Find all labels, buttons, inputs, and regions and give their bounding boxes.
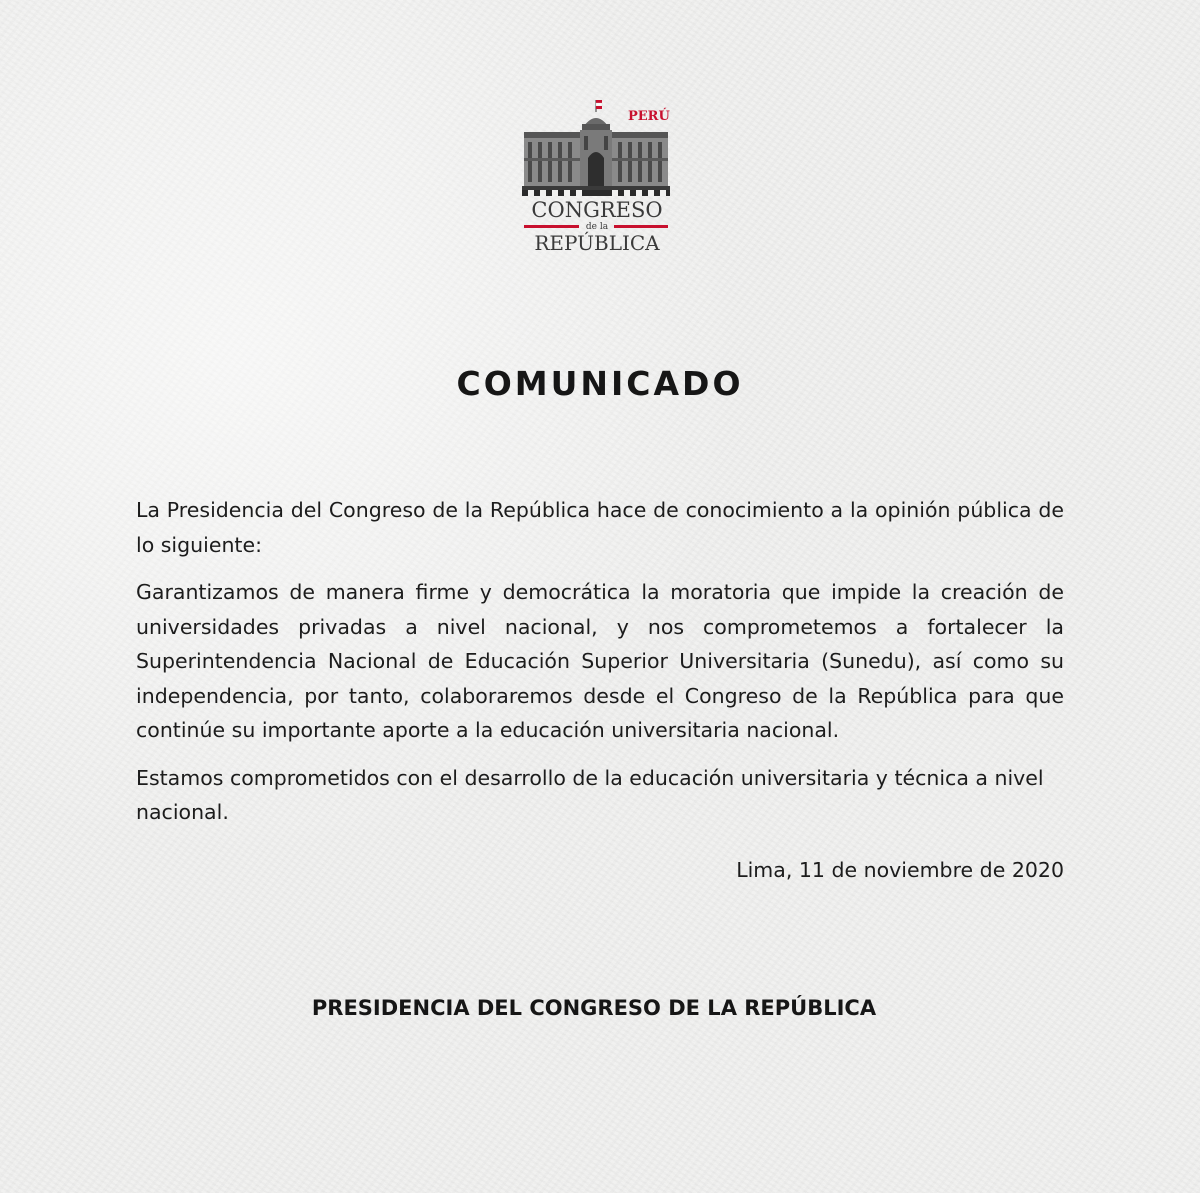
paragraph-closing: Estamos comprometidos con el desarrollo de la educación universitaria y técnica a nivel nacional.: [136, 765, 1044, 824]
paragraph-intro: La Presidencia del Congreso de la República hace de conocimiento a la opinión pública de lo siguiente:: [136, 498, 1064, 557]
logo-line2: de la: [585, 222, 609, 232]
congress-building-icon: [518, 96, 682, 258]
paragraph-commitment: Garantizamos de manera firme y democrática la moratoria que impide la creación de universidades privadas a nivel nacional, y nos comprometemos a fortalecer la Superintendencia Nacional de Educación Superior Universitaria (Sunedu), así como su independencia, por tanto, colaboraremos desde el Congreso de la República para que continúe su importante aporte a la educación universitaria nacional.: [136, 580, 1064, 742]
date-line: Lima, 11 de noviembre de 2020: [736, 858, 1064, 882]
signature: PRESIDENCIA DEL CONGRESO DE LA REPÚBLICA: [311, 996, 877, 1020]
statement-body: [136, 493, 1064, 843]
page-title: COMUNICADO: [456, 364, 744, 403]
logo-line3: REPÚBLICA: [534, 231, 660, 255]
congress-logo: [518, 96, 682, 258]
logo-country: PERÚ: [628, 109, 670, 124]
logo-line1: CONGRESO: [531, 198, 663, 222]
